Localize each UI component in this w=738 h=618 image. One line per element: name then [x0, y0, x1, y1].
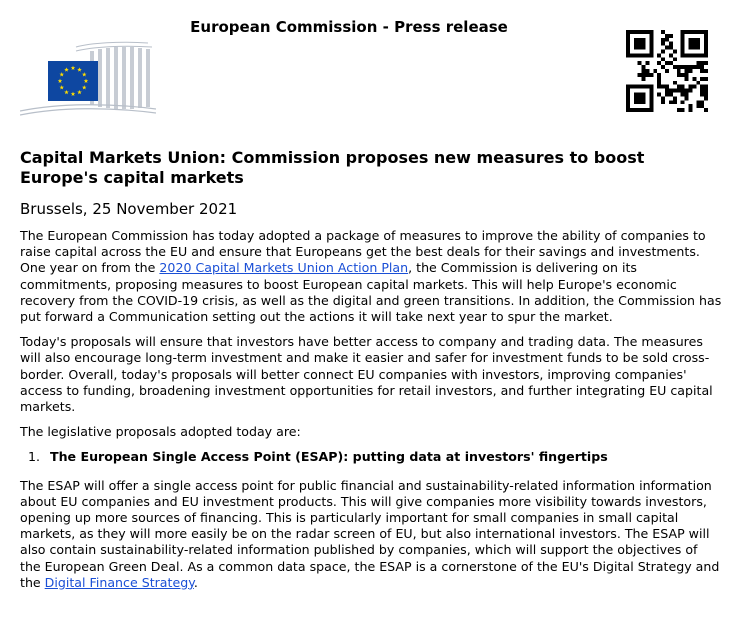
- intro-text-end: , the Commission is delivering on its commitments, proposing measures to boost European capital markets. This will help Europe's economic recovery from the COVID-19 crisis, as well as the digital and green transitions. In addition, the Commission has put forward a Communication setting out the actions it will take next year to spur the market.: [20, 260, 722, 325]
- article-title: Capital Markets Union: Commission proposes new measures to boost Europe's capital markets: [20, 148, 645, 187]
- list-item-heading: The European Single Access Point (ESAP): putting data at investors' fingertips: [50, 449, 608, 465]
- list-item: [28, 449, 722, 465]
- list-item-number: 1.: [28, 449, 41, 465]
- esap-text-end: .: [193, 574, 198, 590]
- european-commission-logo-icon: [20, 37, 156, 119]
- proposals-paragraph: Today's proposals will ensure that investors have better access to company and trading data. The measures will also encourage long-term investment and make it easier and safer for investment funds to be sold cross-border. Overall, today's proposals will better connect EU companies with investors, improving companies' access to funding, broadening investment opportunities for retail investors, and further integrating EU capital markets.: [20, 334, 713, 415]
- esap-paragraph: [20, 478, 722, 591]
- legislative-intro: The legislative proposals adopted today are:: [20, 424, 301, 440]
- qr-code-icon: [626, 30, 708, 112]
- press-release-header: European Commission - Press release: [190, 18, 508, 36]
- action-plan-link[interactable]: 2020 Capital Markets Union Action Plan: [159, 260, 409, 276]
- intro-text-start: The European Commission has today adopted a package of measures to improve the ability of companies to raise capital across the EU and ensure that Europeans get the best deals for their savings and investments. One year on from the: [20, 228, 706, 276]
- intro-paragraph: [20, 228, 722, 325]
- dateline: Brussels, 25 November 2021: [20, 200, 238, 218]
- esap-text: The ESAP will offer a single access point for public financial and sustainability-related information information about EU companies and EU investment products. This will give companies more visibility towards investors, opening up more sources of financing. This is particularly important for small companies in small capital markets, as they will more easily be on the radar screen of EU, but also international investors. The ESAP will also contain sustainability-related information published by companies, which will support the objectives of the European Green Deal. As a common data space, the ESAP is a cornerstone of the EU's Digital Strategy and the: [20, 477, 720, 590]
- article: [20, 148, 722, 600]
- digital-finance-strategy-link[interactable]: Digital Finance Strategy: [44, 574, 194, 590]
